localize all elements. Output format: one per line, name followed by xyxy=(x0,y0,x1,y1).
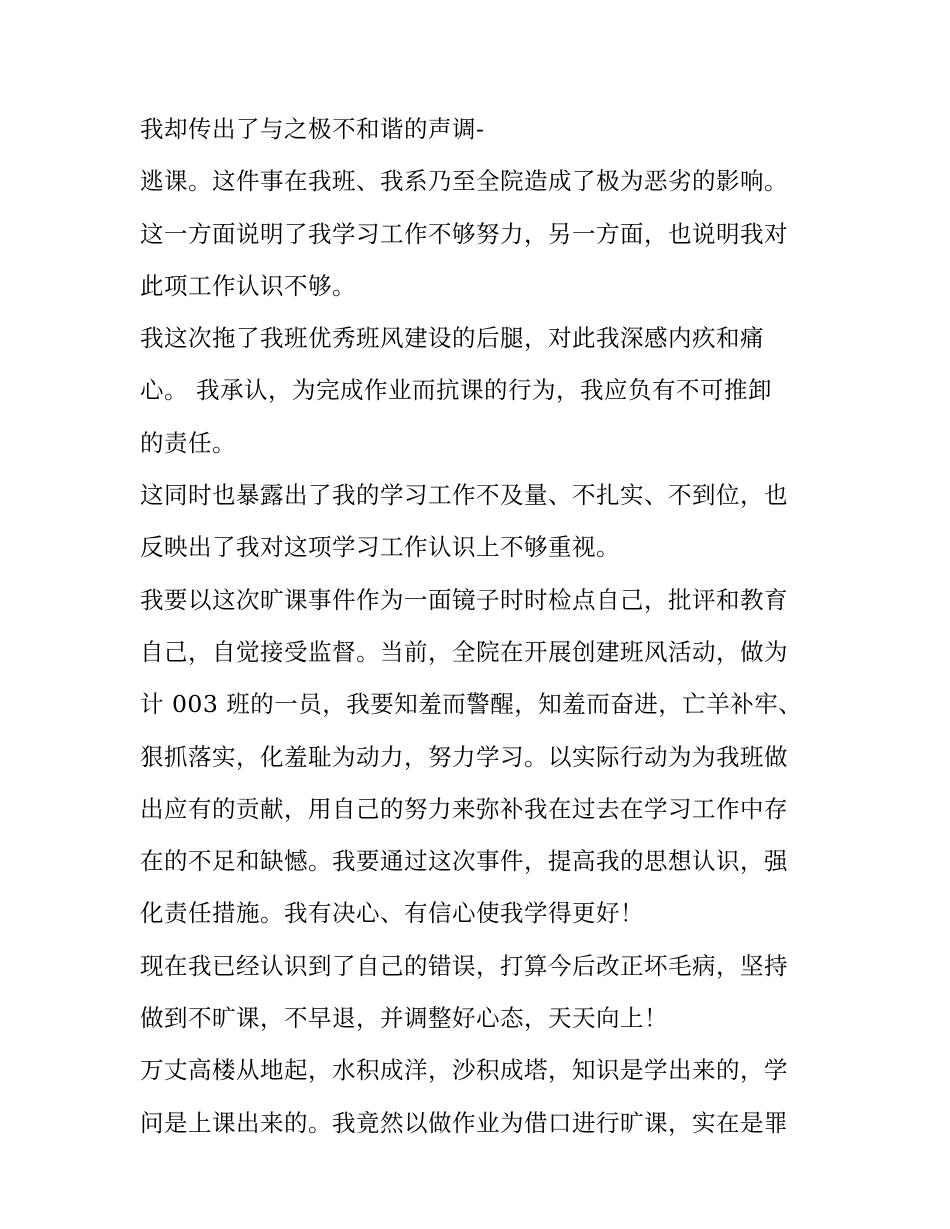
text-line: 此项工作认识不够。 xyxy=(140,271,356,300)
text-line: 反映出了我对这项学习工作认识上不够重视。 xyxy=(140,533,620,562)
text-line: 逃课。这件事在我班、我系乃至全院造成了极为恶劣的影响。 xyxy=(140,167,788,196)
text-line: 心。 我承认，为完成作业而抗课的行为，我应负有不可推卸 xyxy=(140,376,772,405)
text-line: 狠抓落实，化羞耻为动力，努力学习。以实际行动为为我班做 xyxy=(140,742,788,771)
text-line: 自己，自觉接受监督。当前，全院在开展创建班风活动，做为 xyxy=(140,637,788,666)
text-line: 万丈高楼从地起，水积成洋，沙积成塔，知识是学出来的，学 xyxy=(140,1056,788,1085)
text-line: 我这次拖了我班优秀班风建设的后腿，对此我深感内疚和痛 xyxy=(140,324,764,353)
text-line: 这一方面说明了我学习工作不够努力，另一方面，也说明我对 xyxy=(140,219,788,248)
text-line: 化责任措施。我有决心、有信心使我学得更好！ xyxy=(140,899,644,928)
text-line: 这同时也暴露出了我的学习工作不及量、不扎实、不到位，也 xyxy=(140,481,788,510)
text-line: 现在我已经认识到了自己的错误，打算今后改正坏毛病，坚持 xyxy=(140,951,788,980)
text-line: 问是上课出来的。我竟然以做作业为借口进行旷课，实在是罪 xyxy=(140,1108,788,1137)
text-line: 我要以这次旷课事件作为一面镜子时时检点自己，批评和教育 xyxy=(140,585,788,614)
text-line: 的责任。 xyxy=(140,428,236,457)
text-line: 计 003 班的一员，我要知羞而警醒，知羞而奋进，亡羊补牢、 xyxy=(140,690,803,719)
text-line: 做到不旷课，不早退，并调整好心态，天天向上！ xyxy=(140,1004,668,1033)
text-line: 我却传出了与之极不和谐的声调- xyxy=(140,115,485,143)
document-body xyxy=(140,111,830,1157)
text-line: 在的不足和缺憾。我要通过这次事件，提高我的思想认识，强 xyxy=(140,847,788,876)
text-line: 出应有的贡献，用自己的努力来弥补我在过去在学习工作中存 xyxy=(140,794,788,823)
